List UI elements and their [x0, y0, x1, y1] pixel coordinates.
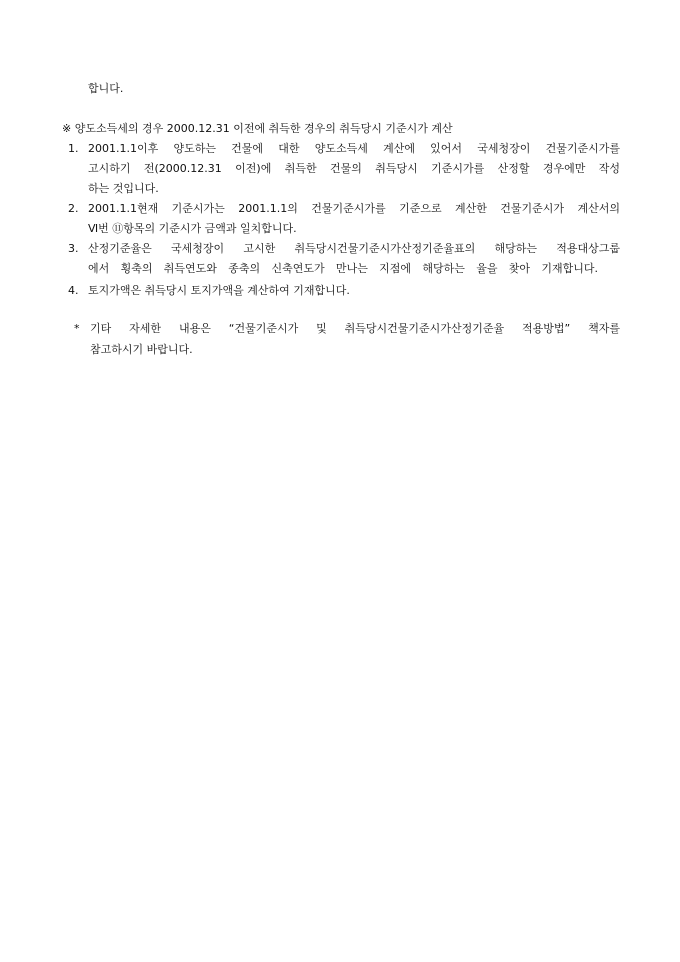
item-1-line-3: 하는 것입니다.	[88, 182, 159, 195]
item-2-number: 2.	[68, 202, 79, 215]
footnote-mark: *	[74, 322, 80, 335]
item-2-line-1: 2001.1.1현재 기준시가는 2001.1.1의 건물기준시가를 기준으로 계산한 건물기준시가 계산서의	[88, 202, 620, 215]
item-1-number: 1.	[68, 142, 79, 155]
item-3-line-2: 에서 횡축의 취득연도와 종축의 신축연도가 만나는 지점에 해당하는 율을 찾아 기재합니다.	[88, 262, 598, 275]
continuation-text: 합니다.	[88, 82, 124, 95]
footnote-line-1: 기타 자세한 내용은 “건물기준시가 및 취득당시건물기준시가산정기준율 적용방법” 책자를	[90, 322, 620, 335]
item-4-number: 4.	[68, 284, 79, 297]
footnote-line-2: 참고하시기 바랍니다.	[90, 343, 193, 356]
item-3-line-1: 산정기준율은 국세청장이 고시한 취득당시건물기준시가산정기준율표의 해당하는 적용대상그룹	[88, 242, 620, 255]
item-1-line-1: 2001.1.1이후 양도하는 건물에 대한 양도소득세 계산에 있어서 국세청장이 건물기준시가를	[88, 142, 620, 155]
item-3-number: 3.	[68, 242, 79, 255]
note-heading: ※ 양도소득세의 경우 2000.12.31 이전에 취득한 경우의 취득당시 기준시가 계산	[62, 122, 453, 135]
item-4-line-1: 토지가액은 취득당시 토지가액을 계산하여 기재합니다.	[88, 284, 350, 297]
item-1-line-2: 고시하기 전(2000.12.31 이전)에 취득한 건물의 취득당시 기준시가를 산정할 경우에만 작성	[88, 162, 620, 175]
item-2-line-2: Ⅵ번 ⑪항목의 기준시가 금액과 일치합니다.	[88, 222, 297, 235]
